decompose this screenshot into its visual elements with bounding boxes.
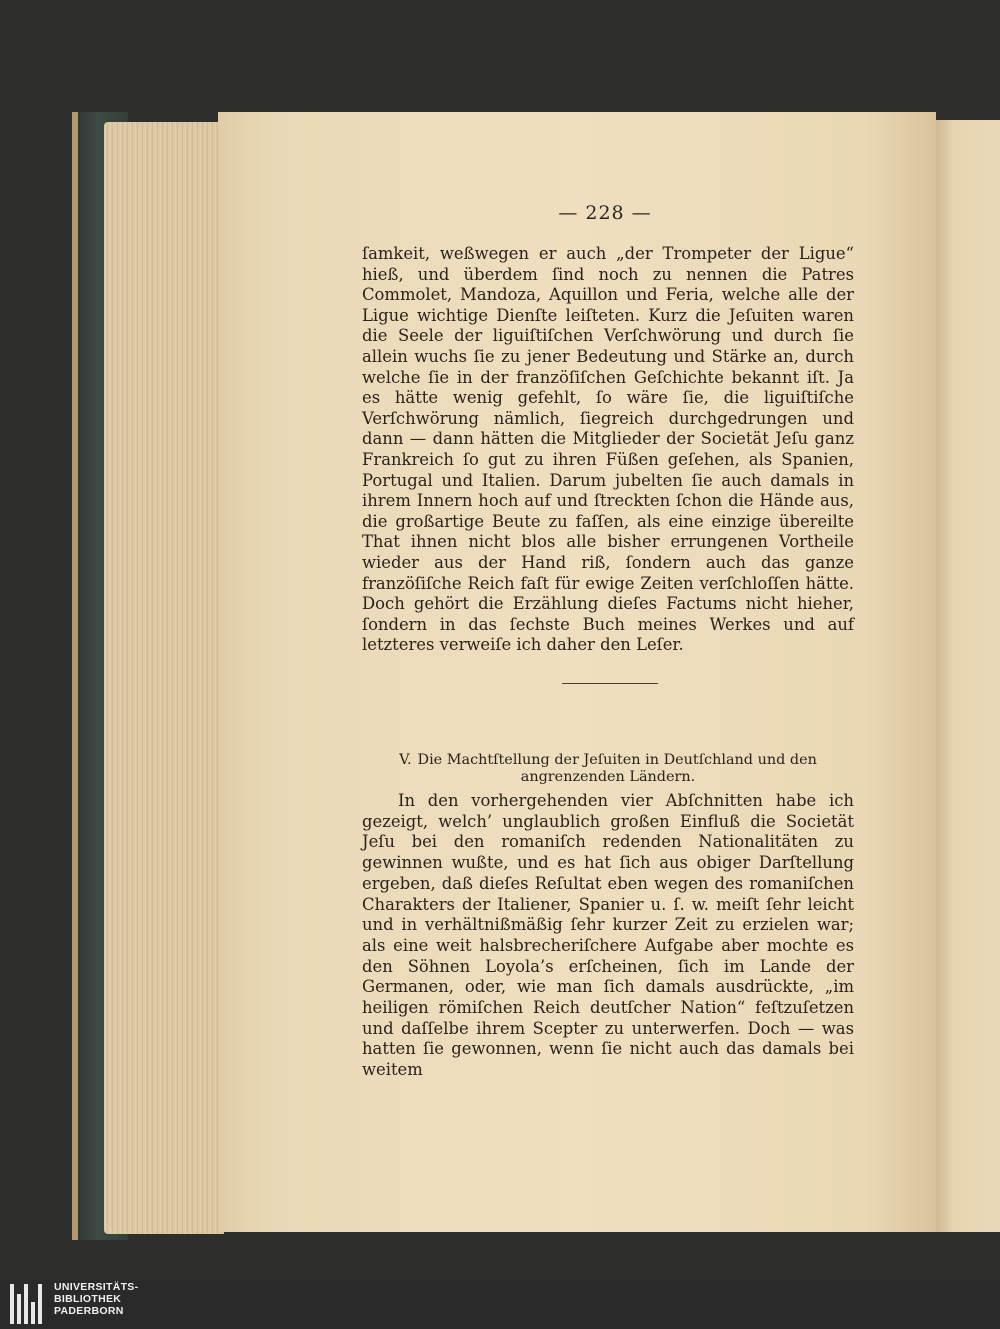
section-divider <box>562 683 658 684</box>
library-logo-text <box>54 1281 138 1317</box>
body-text-block <box>362 244 854 656</box>
footer-bar <box>0 1280 1000 1329</box>
facing-page-edge <box>932 120 1000 1232</box>
paragraph: ſamkeit, weßwegen er auch „der Trompeter der Ligue“ hieß, und überdem ſind noch zu nennen die Patres Commolet, Mandoza, Aquillon und Feria, welche alle der Ligue wichtige Dienſte leiſteten. Kurz die Jeſuiten waren die Seele der liguiſtiſchen Verſchwörung und durch ſie allein wuchs ſie zu jener Bedeutung und Stärke an, durch welche ſie in der franzöſiſchen Geſchichte bekannt iſt. Ja es hätte wenig gefehlt, ſo wäre ſie, die liguiſtiſche Verſchwörung nämlich, ſiegreich durchgedrungen und dann — dann hätten die Mitglieder der Societät Jeſu ganz Frankreich ſo gut zu ihren Füßen geſehen, als Spanien, Portugal und Italien. Darum jubelten ſie auch damals in ihrem Innern hoch auf und ſtreckten ſchon die Hände aus, die großartige Beute zu faſſen, als eine einzige übereilte That ihnen nicht blos alle bisher errungenen Vortheile wieder aus der Hand riß, ſondern auch das ganze franzöſiſche Reich faſt für ewige Zeiten verſchloſſen hätte. Doch gehört die Erzählung dieſes Factums nicht hieher, ſondern in das ſechste Buch meines Werkes und auf letzteres verweiſe ich daher den Leſer. <box>362 244 854 655</box>
page-number: — 228 — <box>558 202 652 224</box>
library-logo-icon <box>10 1284 48 1324</box>
logo-line: PADERBORN <box>54 1305 124 1317</box>
section-title-line1: Die Machtſtellung der Jeſuiten in Deutſchland und den <box>417 752 817 768</box>
body-text-block <box>362 791 854 1081</box>
paragraph: In den vorhergehenden vier Abſchnitten habe ich gezeigt, welch’ unglaublich großen Einfluß die Societät Jeſu bei den romaniſch redenden Nationalitäten zu gewinnen wußte, und es hat ſich aus obiger Darſtellung ergeben, daß dieſes Reſultat eben wegen des romaniſchen Charakters der Italiener, Spanier u. ſ. w. meiſt ſehr leicht und in verhältnißmäßig ſehr kurzer Zeit zu erzielen war; als eine weit halsbrecheriſchere Aufgabe aber mochte es den Söhnen Loyola’s erſcheinen, ſich im Lande der Germanen, oder, wie man ſich damals ausdrückte, „im heiligen römiſchen Reich deutſcher Nation“ feſtzuſetzen und daſſelbe ihrem Scepter zu unterwerfen. Doch — was hatten ſie gewonnen, wenn ſie nicht auch das damals bei weitem <box>362 791 854 1080</box>
section-number: V. <box>399 752 412 768</box>
section-heading <box>362 752 854 786</box>
page-edges <box>104 122 224 1234</box>
logo-line: BIBLIOTHEK <box>54 1293 122 1305</box>
section-title-line2: angrenzenden Ländern. <box>520 769 696 785</box>
logo-line: UNIVERSITÄTS- <box>54 1281 139 1293</box>
